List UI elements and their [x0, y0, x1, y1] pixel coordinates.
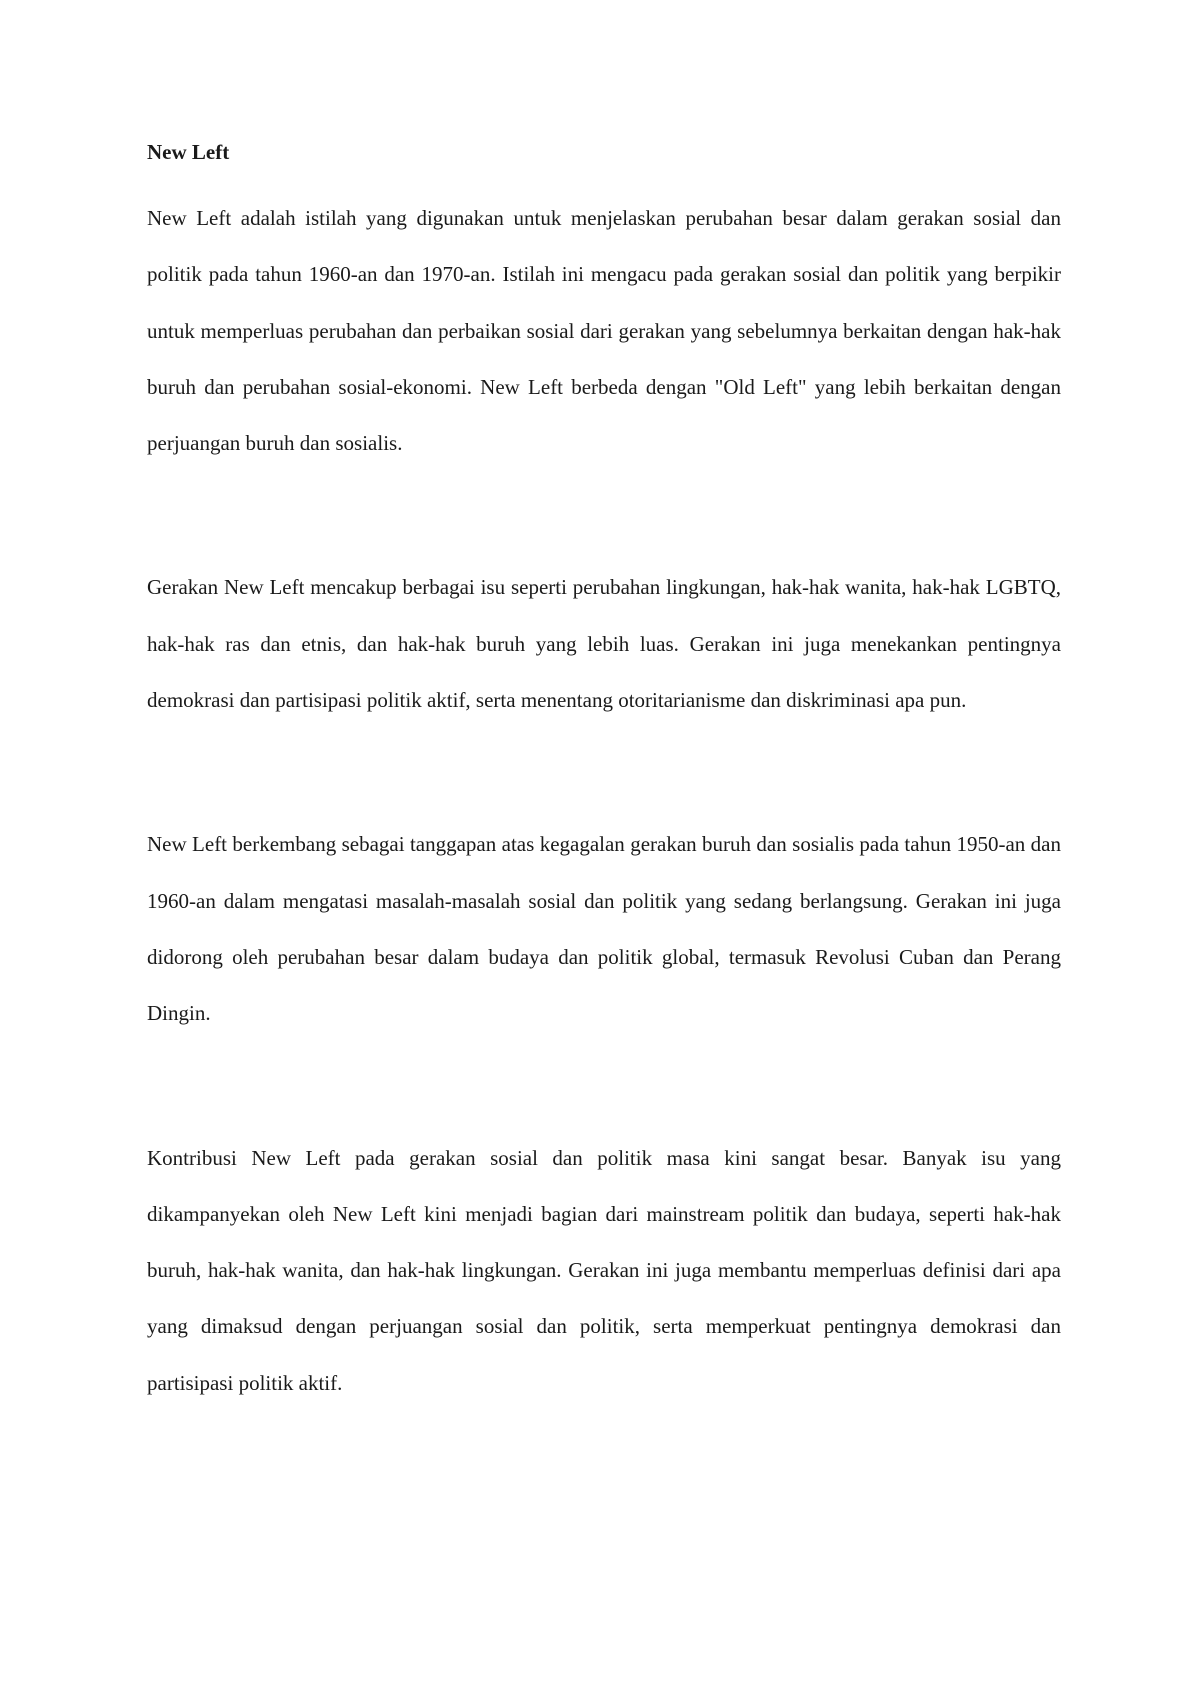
paragraph-spacer: [147, 1042, 1061, 1130]
paragraph-3: New Left berkembang sebagai tanggapan atas kegagalan gerakan buruh dan sosialis pada tahun 1950-an dan 1960-an dalam mengatasi masalah-masalah sosial dan politik yang sedang berlangsung. Gerakan ini juga didorong oleh perubahan besar dalam budaya dan politik global, termasuk Revolusi Cuban dan Perang Dingin.: [147, 832, 1061, 1026]
paragraph-spacer: [147, 471, 1061, 559]
paragraph-1: New Left adalah istilah yang digunakan untuk menjelaskan perubahan besar dalam gerakan sosial dan politik pada tahun 1960-an dan 1970-an. Istilah ini mengacu pada gerakan sosial dan politik yang berpikir untuk memperluas perubahan dan perbaikan sosial dari gerakan yang sebelumnya berkaitan dengan hak-hak buruh dan perubahan sosial-ekonomi. New Left berbeda dengan "Old Left" yang lebih berkaitan dengan perjuangan buruh dan sosialis.: [147, 206, 1061, 456]
document-title: New Left: [147, 140, 230, 164]
paragraph-4: Kontribusi New Left pada gerakan sosial dan politik masa kini sangat besar. Banyak isu yang dikampanyekan oleh New Left kini menjadi bagian dari mainstream politik dan budaya, seperti hak-hak buruh, hak-hak wanita, dan hak-hak lingkungan. Gerakan ini juga membantu memperluas definisi dari apa yang dimaksud dengan perjuangan sosial dan politik, serta memperkuat pentingnya demokrasi dan partisipasi politik aktif.: [147, 1145, 1061, 1395]
paragraph-spacer: [147, 728, 1061, 816]
document-body: [147, 140, 1061, 1411]
paragraph-2: Gerakan New Left mencakup berbagai isu seperti perubahan lingkungan, hak-hak wanita, hak-hak LGBTQ, hak-hak ras dan etnis, dan hak-hak buruh yang lebih luas. Gerakan ini juga menekankan pentingnya demokrasi dan partisipasi politik aktif, serta menentang otoritarianisme dan diskriminasi apa pun.: [147, 575, 1061, 713]
